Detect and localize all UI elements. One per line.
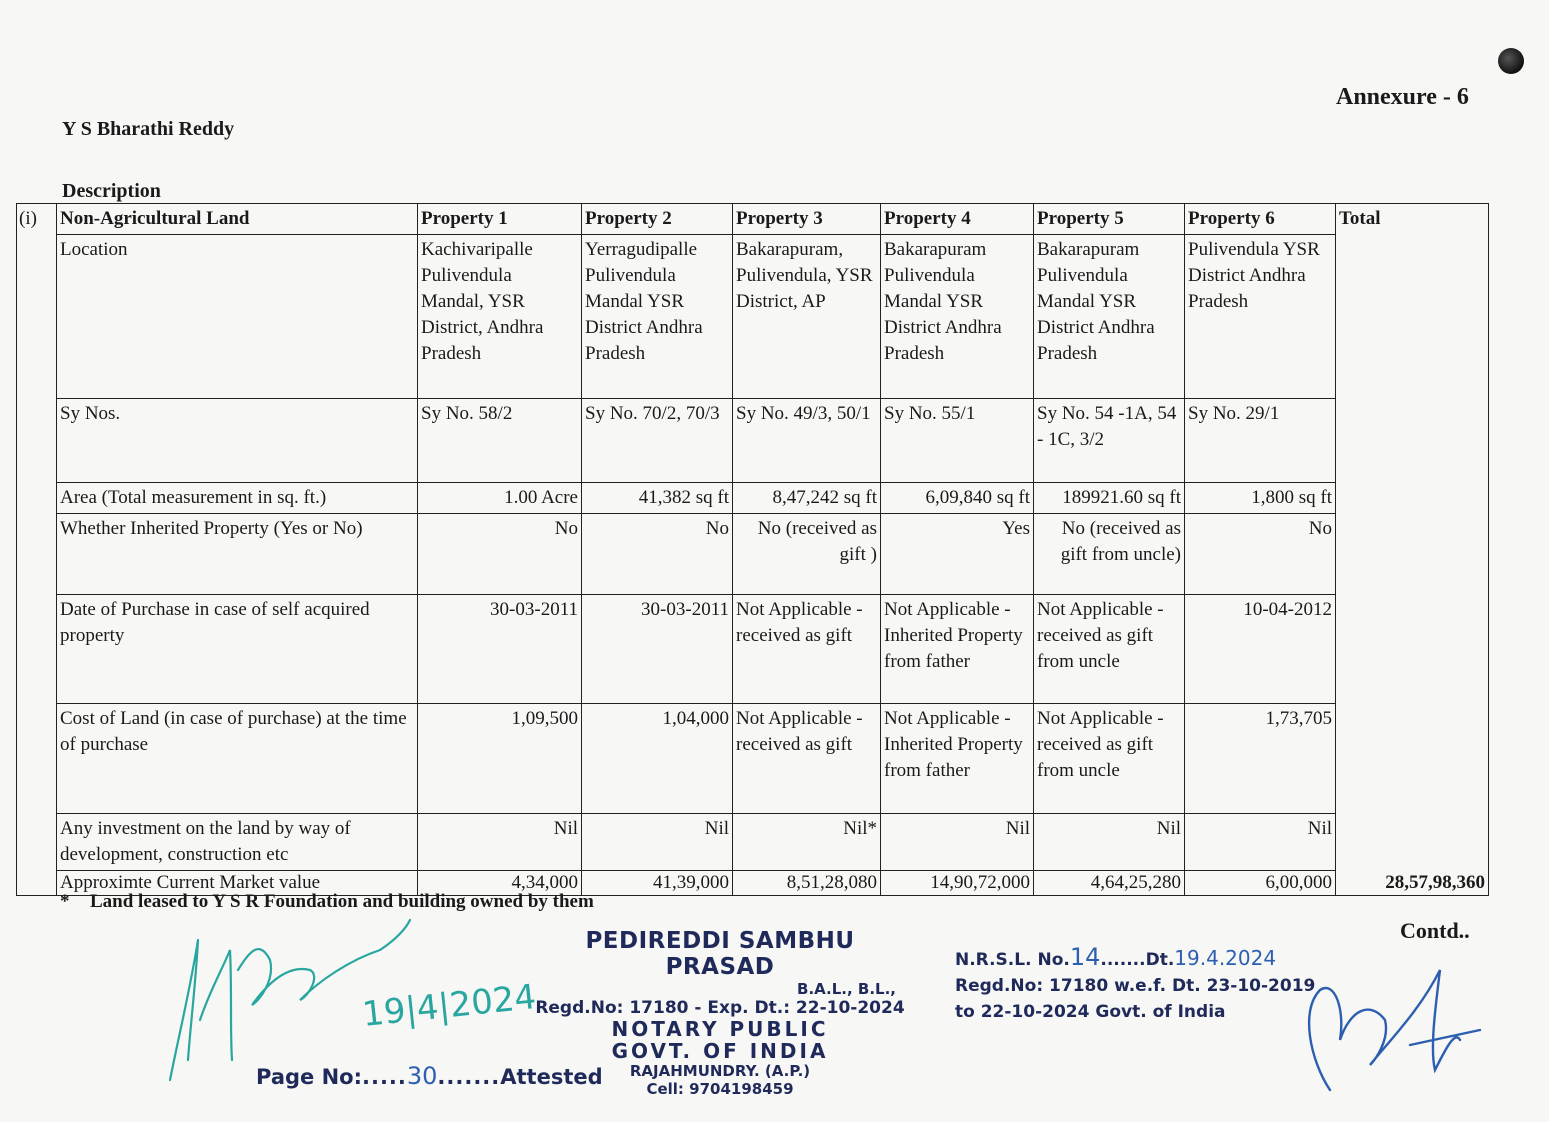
- table-cell: Yerragudipalle Pulivendula Mandal YSR District Andhra Pradesh: [582, 235, 733, 399]
- table-header-row: [17, 204, 1489, 235]
- table-row: [17, 483, 1489, 514]
- column-header: Property 5: [1034, 204, 1185, 235]
- nrsl-validity: to 22-10-2024 Govt. of India: [955, 1002, 1226, 1022]
- table-cell: Kachivaripalle Pulivendula Mandal, YSR District, Andhra Pradesh: [418, 235, 582, 399]
- table-cell: Not Applicable - received as gift from uncle: [1034, 704, 1185, 814]
- nrsl-number: 14: [1069, 943, 1101, 971]
- contd-label: Contd..: [1400, 918, 1470, 943]
- table-cell: Sy No. 55/1: [881, 399, 1034, 483]
- table-cell: 41,382 sq ft: [582, 483, 733, 514]
- nrsl-label: N.R.S.L. No.: [955, 950, 1070, 970]
- nrsl-block: [955, 944, 1325, 1025]
- nrsl-dt-label: Dt.: [1145, 950, 1175, 970]
- table-cell: Sy No. 70/2, 70/3: [582, 399, 733, 483]
- table-cell: Bakarapuram Pulivendula Mandal YSR District Andhra Pradesh: [1034, 235, 1185, 399]
- row-label: Any investment on the land by way of development, construction etc: [57, 814, 418, 871]
- column-header: Property 1: [418, 204, 582, 235]
- table-cell: Bakarapuram Pulivendula Mandal YSR District Andhra Pradesh: [881, 235, 1034, 399]
- table-cell: 8,47,242 sq ft: [733, 483, 881, 514]
- table-cell: Nil: [582, 814, 733, 871]
- table-cell: Nil: [881, 814, 1034, 871]
- notary-signature: [1290, 950, 1490, 1100]
- person-name: Y S Bharathi Reddy: [62, 118, 235, 140]
- table-cell: 41,39,000: [582, 871, 733, 896]
- table-cell: Not Applicable - Inherited Property from father: [881, 595, 1034, 704]
- handwritten-date: 19|4|2024: [360, 976, 538, 1036]
- footnote-text: Land leased to Y S R Foundation and building owned by them: [90, 891, 594, 912]
- table-cell: 30-03-2011: [418, 595, 582, 704]
- property-table: [16, 203, 1489, 896]
- row-label: Approximte Current Market value: [57, 871, 418, 896]
- nrsl-line: N.R.S.L. No.14.......Dt.19.4.2024: [955, 943, 1277, 971]
- row-label: Sy Nos.: [57, 399, 418, 483]
- table-row: [17, 704, 1489, 814]
- column-header: Property 2: [582, 204, 733, 235]
- table-cell: 4,64,25,280: [1034, 871, 1185, 896]
- table-cell: 6,09,840 sq ft: [881, 483, 1034, 514]
- nrsl-date: 19.4.2024: [1174, 946, 1277, 970]
- attested-label: Attested: [500, 1065, 603, 1089]
- section-title: Non-Agricultural Land: [57, 204, 418, 235]
- grand-total: 28,57,98,360: [1336, 871, 1489, 896]
- table-row: [17, 514, 1489, 595]
- page-label: Page No:: [256, 1065, 362, 1089]
- row-label: Location: [57, 235, 418, 399]
- notary-title: NOTARY PUBLIC: [611, 1017, 829, 1041]
- row-label: Date of Purchase in case of self acquired property: [57, 595, 418, 704]
- page-number: 30: [406, 1062, 438, 1090]
- table-cell: 1,09,500: [418, 704, 582, 814]
- table-cell: Not Applicable - received as gift: [733, 704, 881, 814]
- table-cell: 1.00 Acre: [418, 483, 582, 514]
- row-label: Whether Inherited Property (Yes or No): [57, 514, 418, 595]
- nrsl-registration: Regd.No: 17180 w.e.f. Dt. 23-10-2019: [955, 976, 1316, 996]
- notary-govt: GOVT. OF INDIA: [611, 1039, 829, 1063]
- table-cell: 14,90,72,000: [881, 871, 1034, 896]
- table-cell: 8,51,28,080: [733, 871, 881, 896]
- footnote-marker: *: [60, 891, 70, 912]
- table-cell: Not Applicable - Inherited Property from father: [881, 704, 1034, 814]
- table-cell: Yes: [881, 514, 1034, 595]
- table-cell: Pulivendula YSR District Andhra Pradesh: [1185, 235, 1336, 399]
- column-header: Property 3: [733, 204, 881, 235]
- notary-cell: Cell: 9704198459: [646, 1080, 794, 1098]
- table-cell: 6,00,000: [1185, 871, 1336, 896]
- table-row: [17, 595, 1489, 704]
- notary-registration: Regd.No: 17180 - Exp. Dt.: 22-10-2024: [535, 998, 905, 1018]
- table-cell: No: [1185, 514, 1336, 595]
- table-cell: Sy No. 29/1: [1185, 399, 1336, 483]
- table-cell: No: [418, 514, 582, 595]
- table-cell: 1,73,705: [1185, 704, 1336, 814]
- notary-name: PEDIREDDI SAMBHU PRASAD: [585, 928, 855, 980]
- section-index: (i): [17, 204, 57, 896]
- table-cell: Bakarapuram, Pulivendula, YSR District, AP: [733, 235, 881, 399]
- table-cell: 4,34,000: [418, 871, 582, 896]
- table-cell: No (received as gift from uncle): [1034, 514, 1185, 595]
- row-label: Area (Total measurement in sq. ft.): [57, 483, 418, 514]
- notary-stamp: [530, 928, 910, 1098]
- table-row: [17, 399, 1489, 483]
- column-header: Property 4: [881, 204, 1034, 235]
- table-cell: Not Applicable - received as gift: [733, 595, 881, 704]
- table-cell: Sy No. 58/2: [418, 399, 582, 483]
- table-row: [17, 235, 1489, 399]
- column-header: Property 6: [1185, 204, 1336, 235]
- table-cell: Sy No. 49/3, 50/1: [733, 399, 881, 483]
- total-header: Total: [1336, 204, 1489, 871]
- table-row: [17, 814, 1489, 871]
- annexure-label: Annexure - 6: [1336, 84, 1469, 110]
- notary-place: RAJAHMUNDRY. (A.P.): [629, 1062, 811, 1080]
- page-number-line: Page No:.....30.......Attested: [256, 1062, 603, 1090]
- table-cell: 1,800 sq ft: [1185, 483, 1336, 514]
- table-cell: 30-03-2011: [582, 595, 733, 704]
- table-cell: 1,04,000: [582, 704, 733, 814]
- table-cell: Nil*: [733, 814, 881, 871]
- punch-hole: [1498, 48, 1524, 74]
- table-cell: Nil: [1034, 814, 1185, 871]
- notary-qualification: B.A.L., B.L.,: [797, 980, 896, 998]
- table-cell: No: [582, 514, 733, 595]
- description-label: Description: [62, 180, 161, 202]
- row-label: Cost of Land (in case of purchase) at the time of purchase: [57, 704, 418, 814]
- table-cell: No (received as gift ): [733, 514, 881, 595]
- table-cell: Not Applicable - received as gift from uncle: [1034, 595, 1185, 704]
- table-cell: Nil: [1185, 814, 1336, 871]
- table-cell: 10-04-2012: [1185, 595, 1336, 704]
- table-cell: Sy No. 54 -1A, 54 - 1C, 3/2: [1034, 399, 1185, 483]
- table-cell: 189921.60 sq ft: [1034, 483, 1185, 514]
- table-cell: Nil: [418, 814, 582, 871]
